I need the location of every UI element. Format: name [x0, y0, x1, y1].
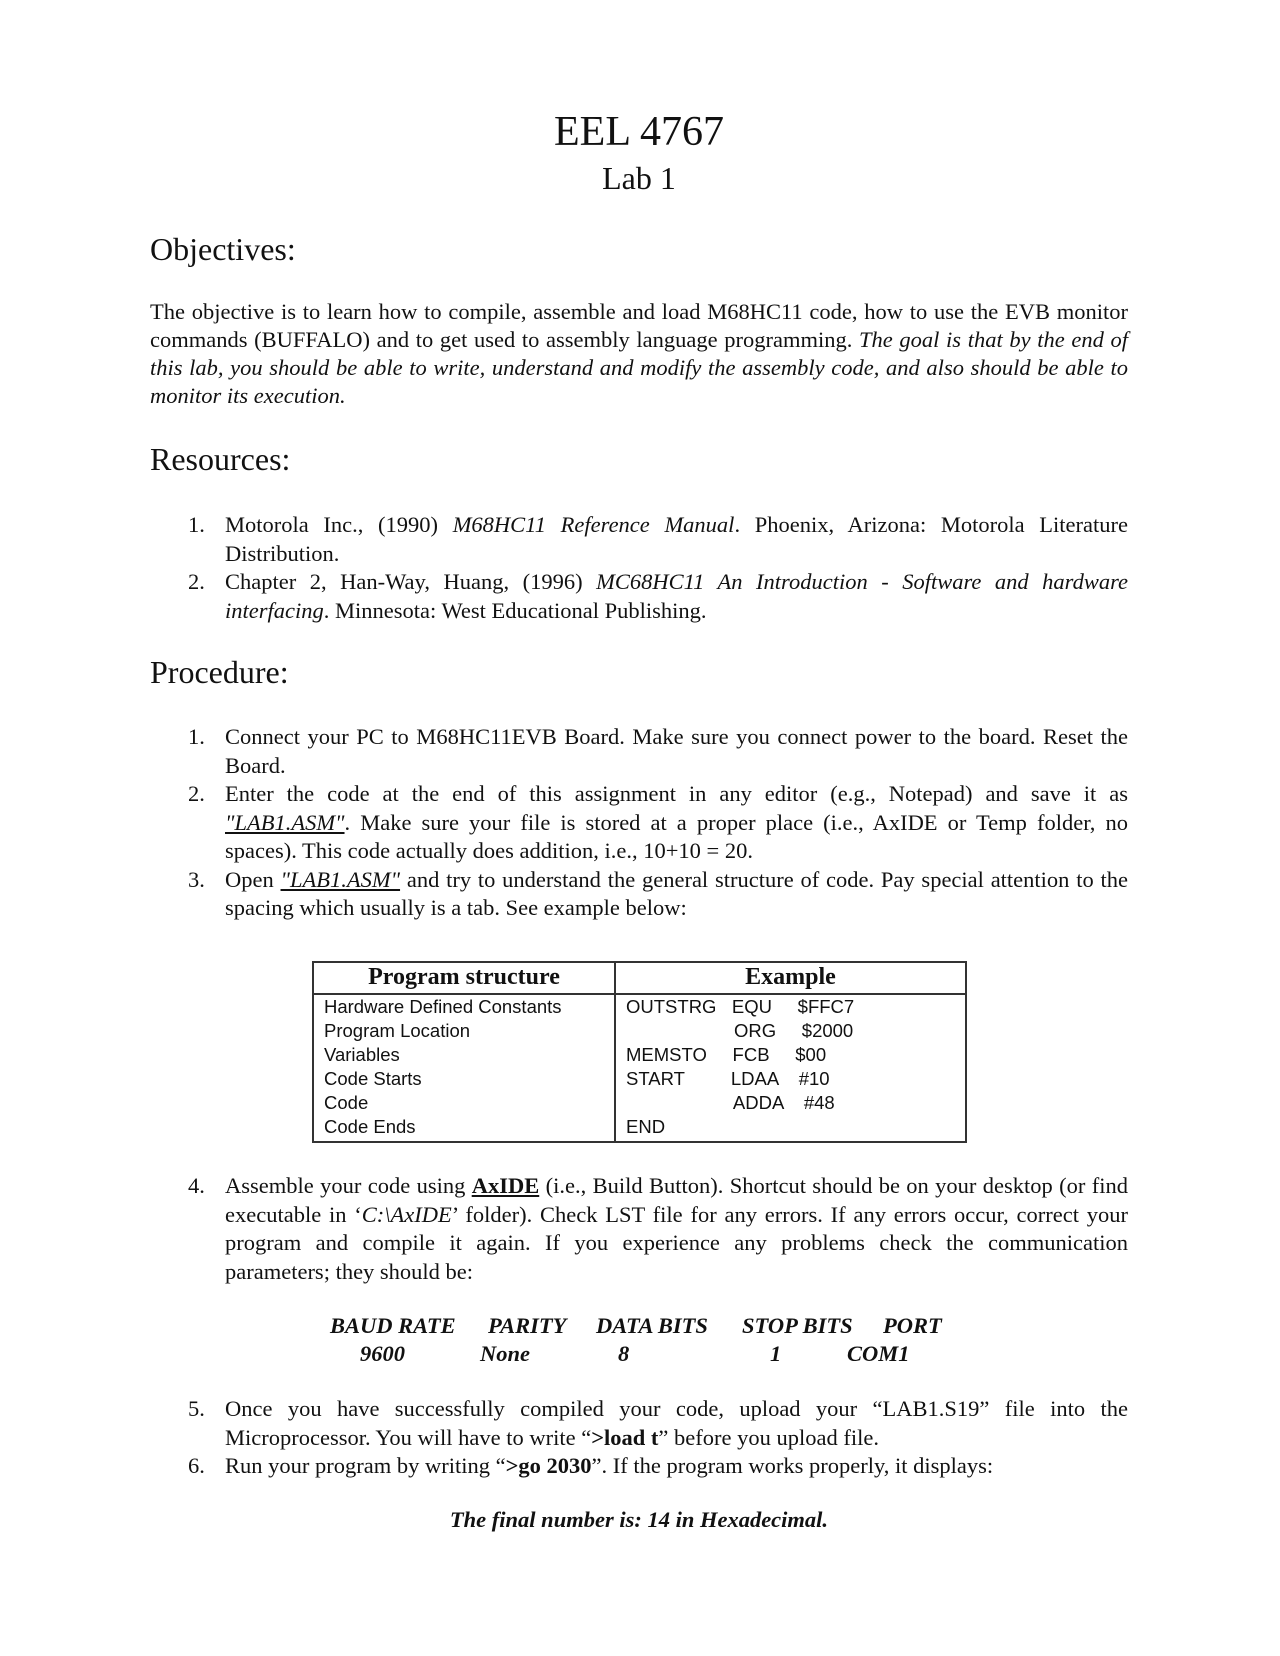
step-text: and try to understand the general structure of code. Pay special attention to the spacing which usually is a tab. See example below: [225, 866, 1128, 920]
structure-cell: Program Location [313, 1019, 615, 1043]
resources-heading: Resources: [150, 441, 291, 477]
lab-title: Lab 1 [602, 160, 676, 196]
item-number: 5. [188, 1396, 205, 1421]
column-header: Example [615, 962, 966, 994]
baud-rate-label: BAUD RATE [330, 1313, 456, 1338]
example-cell: ADDA #48 [626, 1092, 835, 1113]
step-text: Connect your PC to M68HC11EVB Board. Make sure you connect power to the board. Reset the Board. [225, 724, 1128, 778]
program-structure-table [312, 961, 967, 1143]
step-text: ”. If the program works properly, it displays: [591, 1453, 994, 1478]
objectives-goal: The goal is that by the end of this lab, you should be able to write, understand and modify the assembly code, and also should be able to monitor its execution. [150, 327, 1128, 408]
list-item [150, 1172, 1128, 1286]
resource-title: MC68HC11 An Introduction - Software and hardware interfacing [225, 569, 1129, 623]
table-row [313, 1091, 966, 1115]
list-item [150, 1452, 1128, 1481]
comm-values-row [330, 1341, 942, 1369]
step-text: ” before you upload file. [658, 1424, 879, 1450]
resource-text: . Minnesota: West Educational Publishing. [323, 597, 707, 623]
step-text: Open [225, 866, 281, 892]
communication-parameters [330, 1313, 942, 1369]
table-row [313, 1043, 966, 1067]
folder-path: C:\AxIDE [361, 1201, 452, 1227]
structure-cell: Variables [313, 1043, 615, 1067]
table-row [313, 1067, 966, 1091]
command-text: >go 2030 [505, 1453, 592, 1478]
stop-bits-label: STOP BITS [742, 1313, 853, 1338]
example-cell: OUTSTRG EQU $FFC7 [626, 996, 855, 1017]
structure-cell: Code [313, 1091, 615, 1115]
comm-labels-row [330, 1313, 942, 1341]
step-text: Assemble your code using [225, 1173, 472, 1198]
data-bits-value: 8 [618, 1341, 630, 1366]
item-number: 1. [188, 512, 205, 537]
procedure-list-continued [150, 1172, 1128, 1286]
data-bits-label: DATA BITS [596, 1313, 708, 1338]
resource-title: M68HC11 Reference Manual [452, 512, 735, 537]
file-name: "LAB1.ASM" [225, 809, 345, 835]
item-number: 6. [188, 1453, 205, 1478]
parity-label: PARITY [488, 1313, 567, 1338]
column-header: Program structure [313, 962, 615, 994]
procedure-list [150, 723, 1128, 923]
procedure-heading: Procedure: [150, 654, 289, 690]
command-text: >load t [591, 1424, 659, 1450]
item-number: 3. [188, 866, 205, 892]
objectives-text: The objective is to learn how to compile, assemble and load M68HC11 code, how to use the EVB monitor commands (BUFFALO) and to get used to assembly language programming. [150, 299, 1128, 352]
list-item [150, 780, 1128, 866]
tool-name: AxIDE [471, 1173, 540, 1198]
item-number: 4. [188, 1173, 205, 1198]
item-number: 1. [188, 724, 205, 749]
resource-text: Chapter 2, Han-Way, Huang, (1996) [225, 569, 597, 594]
port-label: PORT [883, 1313, 942, 1338]
objectives-paragraph [150, 298, 1128, 410]
step-text: Run your program by writing “ [225, 1453, 506, 1478]
final-output-text: The final number is: 14 in Hexadecimal. [449, 1507, 829, 1532]
course-title: EEL 4767 [554, 109, 724, 155]
file-name: "LAB1.ASM" [280, 866, 401, 892]
structure-cell: Code Ends [313, 1115, 615, 1142]
step-text: ’ folder). Check LST file for any errors. If any errors occur, correct your program and compile it again. If you experience any problems check the communication parameters; they should be: [225, 1201, 1128, 1284]
structure-cell: Hardware Defined Constants [313, 994, 615, 1019]
port-value: COM1 [847, 1341, 910, 1366]
resource-text: . Phoenix, Arizona: Motorola Literature Distribution. [225, 512, 1128, 566]
step-text: . Make sure your file is stored at a proper place (i.e., AxIDE or Temp folder, no spaces). This code actually does addition, i.e., 10+10 = 20. [225, 809, 1128, 863]
resource-text: Motorola Inc., (1990) [225, 512, 453, 537]
step-text: Once you have successfully compiled your code, upload your “LAB1.S19” file into the Microprocessor. You will have to write “ [225, 1396, 1128, 1450]
list-item [150, 723, 1128, 780]
baud-rate-value: 9600 [360, 1341, 405, 1366]
item-number: 2. [188, 781, 205, 806]
list-item [150, 511, 1128, 568]
stop-bits-value: 1 [770, 1341, 782, 1366]
table-row [313, 1115, 966, 1142]
list-item [150, 866, 1128, 923]
structure-cell: Code Starts [313, 1067, 615, 1091]
example-cell: START LDAA #10 [626, 1068, 830, 1089]
list-item [150, 568, 1128, 625]
resources-list [150, 511, 1128, 625]
item-number: 2. [188, 569, 205, 594]
example-cell: END [626, 1116, 666, 1137]
table-row [313, 994, 966, 1019]
table-header-row [313, 962, 966, 994]
objectives-heading: Objectives: [150, 231, 296, 267]
step-text: Enter the code at the end of this assignment in any editor (e.g., Notepad) and save it as [225, 781, 1128, 806]
step-text: (i.e., Build Button). Shortcut should be on your desktop (or find executable in ‘ [225, 1173, 1128, 1227]
table-row [313, 1019, 966, 1043]
example-cell: ORG $2000 [626, 1020, 854, 1041]
procedure-list-final [150, 1395, 1128, 1481]
list-item [150, 1395, 1128, 1452]
example-cell: MEMSTO FCB $00 [626, 1044, 827, 1065]
parity-value: None [480, 1341, 530, 1366]
